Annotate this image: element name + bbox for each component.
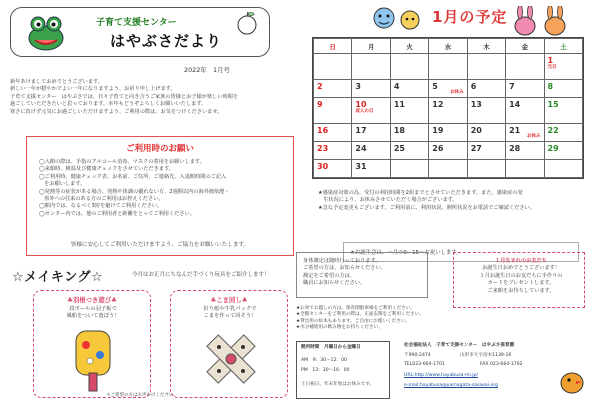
calendar-day-number: 24	[355, 143, 367, 153]
greeting-line: 過ごしていただきたいと思っております。本年もどうぞよろしくお願いいたします。	[10, 101, 207, 108]
bird-character-icon	[558, 367, 586, 395]
craft-desc-line: 折り紙や牛乳パックで	[203, 306, 257, 312]
calendar-day-number: 9	[317, 99, 323, 109]
measurement-line: ご希望の方は、お知らせください。	[303, 265, 386, 272]
calendar-day-cell	[314, 159, 352, 177]
calendar-day-cell	[506, 141, 544, 159]
calendar-event-label: お休み	[450, 89, 464, 95]
calendar-day-number: 10	[355, 99, 367, 109]
calendar-day-number: 26	[432, 143, 444, 153]
notice-item: をお願いします。	[39, 181, 86, 188]
calendar-day-cell	[429, 141, 467, 159]
calendar-day-cell	[390, 97, 428, 123]
weekday-mon: 月	[352, 39, 390, 54]
calendar-day-cell	[467, 97, 505, 123]
visitor-note: ★水分補給用の飲み物をお持ちください。	[296, 325, 383, 331]
greeting-text	[10, 79, 300, 116]
weekday-thu: 木	[467, 39, 505, 54]
notice-title: ご利用時のお願い	[125, 144, 194, 154]
january-calendar	[312, 37, 584, 179]
calendar-week-row	[314, 54, 583, 80]
calendar-day-number: 8	[547, 81, 554, 91]
organization-info	[400, 341, 588, 399]
birthday-line: １月お誕生日のお友だちに手作りの	[479, 272, 563, 279]
hours-title: 開所時間 月曜日から金曜日	[301, 345, 361, 350]
notice-line: ★感染症対策の為、受付の利用時間を2組までとさせていただきます。また、感染症の発	[318, 190, 523, 196]
calendar-day-number: 19	[432, 125, 444, 135]
greeting-line: 新しい一年が穏やかでよい一年になりますよう、お祈り申し上げます。	[10, 86, 176, 93]
calendar-day-cell	[467, 159, 505, 177]
calendar-day-number: 17	[355, 125, 367, 135]
calendar-day-cell	[314, 54, 352, 80]
craft-card-hanetsuki	[33, 290, 151, 398]
measurement-line: 職員にお知らせください。	[303, 280, 366, 287]
visitor-note: ★全館センターをご利用の際は、正面玄関をご利用ください。	[296, 312, 424, 318]
calendar-day-cell	[352, 54, 390, 80]
calendar-day-cell	[429, 97, 467, 123]
craft-description	[177, 306, 283, 320]
weekday-wed: 水	[429, 39, 467, 54]
craft-description	[40, 306, 146, 320]
calendar-day-cell	[390, 141, 428, 159]
notice-item: ◯センター内では、他のご利用者と距離をとってご利用ください。	[39, 210, 195, 217]
calendar-day-cell	[544, 123, 582, 141]
calendar-day-cell	[390, 123, 428, 141]
calendar-day-cell	[467, 123, 505, 141]
craft-title: ♣羽根つき遊び♣	[67, 296, 117, 304]
calendar-day-cell	[352, 159, 390, 177]
org-fax: FAX 023-664-1702	[480, 362, 523, 367]
calendar-day-number: 30	[317, 161, 329, 171]
visitor-note: ★貸出用の絵本もあります。ご自由にお使いください。	[296, 318, 411, 324]
notice-item: ◯来館時、検温及び健康チェックをさせていただきます。	[39, 166, 174, 173]
birthday-heading: １月生まれのお友だち	[495, 258, 547, 264]
weekday-sat: 土	[544, 39, 582, 54]
weekday-tue: 火	[390, 39, 428, 54]
calendar-day-number: 2	[317, 81, 323, 91]
hours-note: 土日祝日、年末年始はお休みです。	[301, 382, 375, 387]
calendar-day-number: 31	[355, 161, 367, 171]
calendar-day-cell	[429, 159, 467, 177]
calendar-day-cell	[429, 54, 467, 80]
issue-date: 2022年 1月号	[184, 66, 230, 74]
measurement-text	[303, 258, 425, 288]
craft-card-koma	[170, 290, 288, 398]
calendar-week-row	[314, 141, 583, 159]
calendar-day-cell	[544, 159, 582, 177]
frog-mascot-icon	[26, 12, 66, 52]
calendar-day-number: 14	[509, 99, 521, 109]
making-subtitle: 今月はお正月にちなんだ手づくり玩具をご紹介します！	[132, 272, 270, 278]
calendar-table	[313, 38, 583, 178]
org-email-link[interactable]: e-mail:hayabusa@yamagata-sasaeai.org	[404, 383, 498, 388]
craft-desc-line: 風船をついて遊ぼう！	[66, 313, 120, 319]
notice-item: ◯館内では、なるべく3密を避けてご利用ください。	[39, 203, 163, 210]
birthday-schedule-text: ★お誕生会は、一月の9：15〜お祝いします。	[350, 250, 462, 256]
hours-am: AM 9：30〜12：00	[301, 358, 347, 363]
notice-item: ◯入館の際は、手指のアルコール消毒、マスクの着用をお願いします。	[39, 159, 205, 165]
body-measurement-box	[296, 252, 428, 298]
calendar-day-number: 29	[547, 143, 559, 153]
birthday-line: ご来館をお待ちしています。	[487, 287, 555, 294]
usage-notice-box	[26, 136, 294, 256]
calendar-day-cell	[314, 141, 352, 159]
org-phone: TEL023-664-1701	[404, 362, 445, 367]
calendar-day-cell	[390, 54, 428, 80]
calendar-day-cell	[506, 54, 544, 80]
calendar-day-cell	[314, 97, 352, 123]
calendar-event-label: 成人の日	[355, 108, 374, 114]
calendar-day-cell	[429, 123, 467, 141]
calendar-day-number: 18	[393, 125, 405, 135]
birthday-text	[460, 258, 582, 295]
calendar-day-cell	[352, 97, 390, 123]
rabbit-characters-icon	[505, 6, 575, 36]
greeting-line: 寒さに負けず元気にお過ごしいただけますよう、ご利用の際は、お気をつけくださいませ。	[10, 108, 223, 115]
org-address: 山形市大字沼木1139-16	[460, 353, 512, 358]
hagoita-paddle-icon	[68, 327, 118, 393]
calendar-day-cell	[352, 79, 390, 97]
weekday-row	[314, 39, 583, 54]
calendar-day-cell	[467, 79, 505, 97]
calendar-week-row	[314, 97, 583, 123]
notice-line: ★急な予定変更もございます。ご利用前に、利用状況、開所状況をお電話でご確認ください。	[318, 204, 535, 211]
craft-desc-line: 段ボールの羽子板で	[69, 306, 117, 312]
newsletter-title: はやぶさだより	[110, 32, 223, 50]
calendar-day-number: 23	[317, 143, 329, 153]
calendar-event-label: 元日	[547, 65, 557, 70]
making-footer: ＊ご希望の方はお声かけください。	[106, 393, 178, 398]
calendar-day-cell	[352, 141, 390, 159]
notice-list	[39, 159, 289, 218]
calendar-week-row	[314, 159, 583, 177]
calendar-day-cell	[506, 159, 544, 177]
measurement-line: 測定をご希望の方は、	[303, 272, 355, 279]
birthday-line: カードをプレゼントします。	[487, 280, 555, 287]
calendar-day-number: 7	[509, 81, 515, 91]
calendar-day-cell	[467, 54, 505, 80]
calendar-day-cell	[506, 97, 544, 123]
hours-pm: PM 13：30〜16：00	[301, 368, 350, 373]
calendar-day-cell	[314, 123, 352, 141]
center-notices	[318, 190, 588, 212]
calendar-day-number: 20	[470, 125, 482, 135]
calendar-day-number: 16	[317, 125, 329, 135]
measurement-line: 身体測定は随時行っております。	[303, 258, 381, 264]
notice-line: 生状況により、お休みさせていただく場合がございます。	[318, 197, 458, 204]
calendar-day-cell	[544, 54, 582, 80]
calendar-day-number: 3	[355, 81, 361, 91]
visitor-notes	[296, 306, 588, 332]
calendar-day-number: 1	[547, 56, 554, 65]
calendar-day-cell	[352, 123, 390, 141]
making-title: ☆メイキング☆	[12, 270, 104, 285]
org-name: 社会福祉法人 子育て支援センター はやぶさ保育園	[404, 343, 515, 348]
craft-desc-line: こまを作って回そう！	[203, 313, 257, 319]
calendar-day-cell	[506, 79, 544, 97]
mascot-characters-icon	[370, 4, 425, 36]
calendar-day-number: 15	[547, 99, 559, 109]
calendar-day-cell	[467, 141, 505, 159]
calendar-day-cell	[544, 79, 582, 97]
craft-title: ♣こま回し♣	[210, 296, 248, 304]
weekday-fri: 金	[506, 39, 544, 54]
apple-icon	[234, 10, 260, 36]
visitor-note: ★お車でお越しの方は、保育園駐車場をご利用ください。	[296, 306, 415, 311]
calendar-day-cell	[429, 79, 467, 97]
calendar-title: 1月の予定	[432, 8, 508, 26]
greeting-line: 子育て支援センター はやぶさでは、日々子育てと向き合うご家族の皆様とお子様が楽しい時間を	[10, 93, 239, 100]
calendar-day-cell	[390, 159, 428, 177]
calendar-week-row	[314, 123, 583, 141]
calendar-day-cell	[390, 79, 428, 97]
notice-closing: 皆様に安心してご利用いただけますよう、ご協力をお願いいたします。	[70, 242, 250, 248]
calendar-day-number: 6	[470, 81, 477, 91]
calendar-day-number: 4	[393, 81, 400, 91]
calendar-day-number: 13	[470, 99, 482, 109]
center-subtitle: 子育て支援センター	[96, 18, 177, 28]
opening-hours-box	[296, 341, 390, 399]
calendar-week-row	[314, 79, 583, 97]
spinning-top-icon	[201, 329, 261, 389]
org-website-link[interactable]: URL:http://www.hayabusa-mi.jp/	[404, 373, 478, 378]
calendar-day-number: 22	[547, 125, 559, 135]
calendar-day-cell	[314, 79, 352, 97]
calendar-day-cell	[544, 97, 582, 123]
calendar-body	[314, 54, 583, 178]
calendar-day-cell	[544, 141, 582, 159]
weekday-sun: 日	[314, 39, 352, 54]
calendar-day-number: 11	[393, 99, 405, 109]
calendar-day-number: 12	[432, 99, 444, 109]
birthday-line: お誕生日おめでとうございます！	[482, 265, 560, 272]
org-zip: 〒990-2474	[404, 353, 431, 358]
calendar-day-number: 27	[470, 143, 482, 153]
calendar-day-number: 28	[509, 143, 521, 153]
calendar-day-number: 5	[432, 81, 438, 91]
notice-item: 県外への往来のある方のご利用はお控えください。	[39, 196, 164, 203]
notice-item: ◯ご利用時、健康チェック表、お名前、ご住所、ご連絡先、入退館時間のご記入	[39, 173, 227, 180]
greeting-line: 新年あけましておめでとうございます。	[10, 79, 103, 85]
calendar-event-label: お休み	[527, 133, 541, 139]
birthday-box	[453, 252, 585, 308]
calendar-day-cell	[506, 123, 544, 141]
calendar-day-number: 21	[509, 125, 521, 135]
calendar-day-number: 25	[393, 143, 405, 153]
notice-item: ◯発熱等の症状がある場合、発熱や体調の優れない方、2週間以内の海外渡航歴・	[39, 188, 230, 195]
